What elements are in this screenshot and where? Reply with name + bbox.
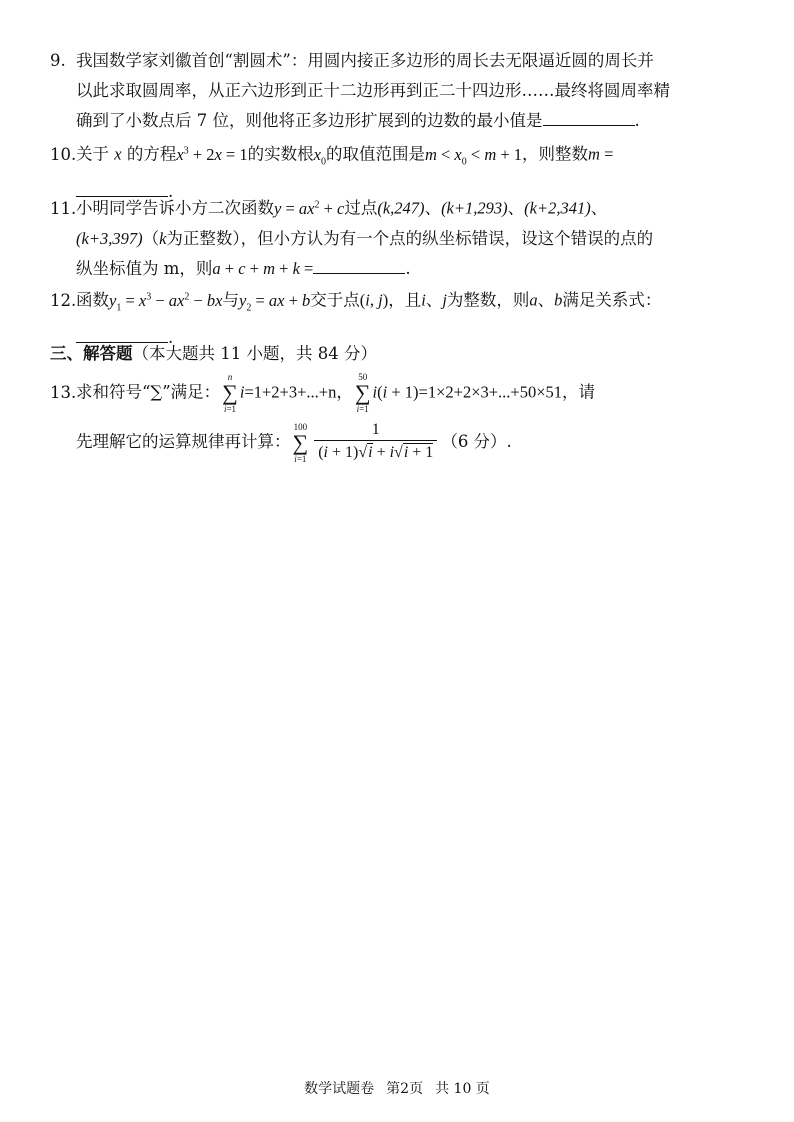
- math-expression: $y = ax^2 + c$: [274, 198, 345, 218]
- math-expression: (k,247): [377, 198, 425, 218]
- sigma-symbol: 50 ∑ i=1: [354, 372, 371, 414]
- math-expression: (k+1,293): [441, 198, 508, 218]
- question-number: 11.: [50, 198, 77, 218]
- footer-page: 第2页: [386, 1081, 424, 1097]
- math-expression: a + c + m + k =: [212, 258, 314, 278]
- math-expression: $m < x_0 < m + 1$: [424, 144, 523, 167]
- math-expression: (i, j): [359, 290, 389, 310]
- question-10: 10.关于 x 的方程$x^3 + 2x = 1$的实数根$x_0$的取值范围是$m < x_0 < m + 1$，则整数m = .: [50, 136, 750, 207]
- question-11: 11.小明同学告诉小方二次函数$y = ax^2 + c$过点(k,247)、(k+1,293)、(k+2,341)、 (k+3,397)（k为正整数），但小方认为有一个点的纵坐标错误，设这个错误的点的 纵坐标值为 m，则a + c + m + k = .: [50, 190, 750, 284]
- question-text: 以此求取圆周率，从正六边形到正十二边形再到正二十四边形……最终将圆周率精: [76, 81, 670, 100]
- section-heading: [50, 340, 377, 368]
- math-expression: =1×2+2×3+...+50×51: [418, 382, 563, 402]
- section-title: 三、解答题: [50, 344, 133, 363]
- math-expression: $x^3 + 2x = 1$: [176, 144, 248, 164]
- question-text: 确到了小数点后 7 位，则他将正多边形扩展到的边数的最小值是: [76, 111, 543, 130]
- question-number: 10.: [50, 144, 77, 164]
- section-note: （本大题共 11 小题，共 84 分）: [132, 344, 377, 363]
- math-expression: m =: [588, 144, 614, 164]
- math-expression: =1+2+3+...+n: [244, 382, 337, 402]
- math-expression: (k+2,341): [524, 198, 591, 218]
- question-number: 9.: [50, 51, 66, 70]
- question-number: 12.: [50, 290, 77, 310]
- answer-blank[interactable]: [313, 255, 405, 274]
- math-expression: x: [114, 144, 122, 164]
- answer-blank[interactable]: [543, 107, 635, 126]
- footer-subject: 数学试题卷: [304, 1081, 375, 1097]
- math-expression: $y_1 = x^3 - ax^2$ − bx: [109, 290, 223, 313]
- math-expression: (k+3,397): [76, 228, 143, 248]
- question-13: 13.求和符号“∑”满足： n ∑ i=1 i=1+2+3+...+n， 50 ∑ i=1 i(i + 1)=1×2+2×3+...+50×51，请 先理解它的运算规律再计算： 100 ∑ i=1 $\frac{1}{(i + 1)√i + i√i + 1}$ （6 分）.: [50, 372, 596, 464]
- math-expression: $y_2$ = ax + b: [239, 290, 311, 313]
- question-9: 9. 我国数学家刘徽首创“割圆术”：用圆内接正多边形的周长去无限逼近圆的周长并 以此求取圆周率，从正六边形到正十二边形再到正二十四边形……最终将圆周率精 确到了小数点后 7 位，则他将正多边形扩展到的边数的最小值是 .: [50, 46, 750, 136]
- question-number: 13.: [50, 382, 77, 402]
- fraction-expression: $\frac{1}{(i + 1)√i + i√i + 1}$: [314, 420, 437, 465]
- footer-total: 共 10 页: [435, 1081, 490, 1097]
- math-expression: $x_0$: [313, 144, 326, 167]
- sigma-symbol: n ∑ i=1: [222, 372, 238, 414]
- page-footer: [0, 1078, 794, 1098]
- sigma-symbol: 100 ∑ i=1: [292, 421, 309, 464]
- question-12: 12.函数$y_1 = x^3 - ax^2$ − bx与$y_2$ = ax + b交于点(i, j)，且i、j为整数，则a、b满足关系式： .: [50, 282, 750, 353]
- question-text: 我国数学家刘徽首创“割圆术”：用圆内接正多边形的周长去无限逼近圆的周长并: [76, 51, 654, 70]
